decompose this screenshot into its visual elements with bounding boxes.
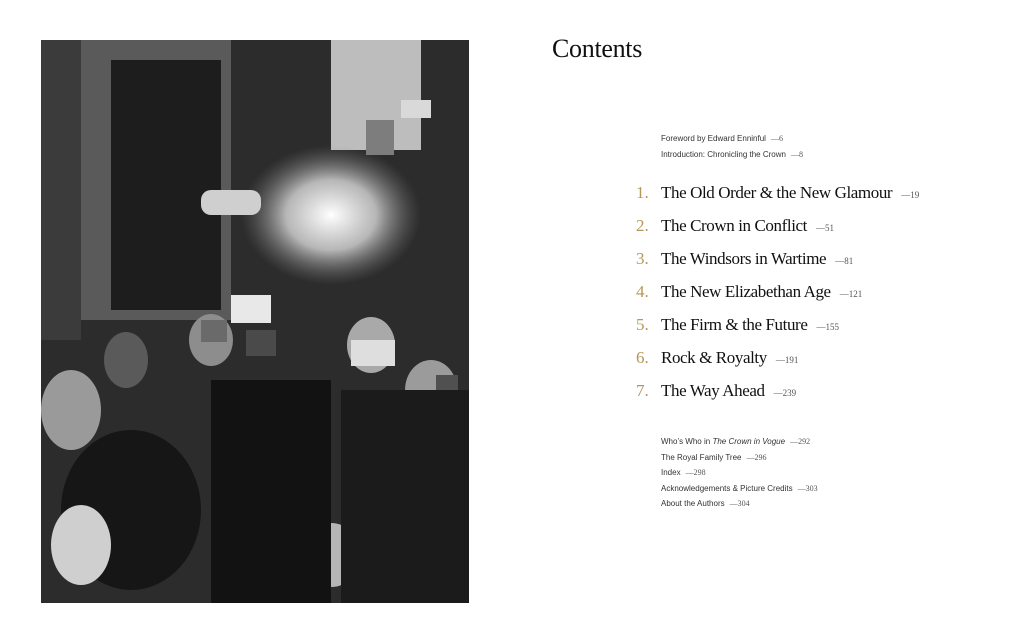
chapter-number: 6. — [636, 348, 649, 367]
chapter-item — [636, 348, 919, 381]
list-item — [661, 481, 818, 497]
back-matter-label: Acknowledgements & Picture Credits — [661, 483, 793, 493]
back-matter-label-prefix: Who’s Who in — [661, 437, 713, 446]
back-matter-page: —298 — [685, 468, 706, 477]
chapter-page: —19 — [901, 190, 920, 200]
chapter-page: —239 — [773, 388, 797, 398]
chapter-title: The Old Order & the New Glamour — [661, 183, 893, 202]
chapter-title: The Firm & the Future — [661, 315, 808, 334]
chapter-title: The New Elizabethan Age — [661, 282, 831, 301]
list-item — [661, 131, 803, 147]
back-matter-page: —296 — [746, 452, 767, 462]
chapter-item — [636, 216, 919, 249]
front-matter-page: —8 — [790, 149, 803, 159]
chapter-item — [636, 183, 919, 216]
page-title: Contents — [552, 34, 643, 63]
chapter-title: The Way Ahead — [661, 381, 765, 400]
chapter-item — [636, 249, 919, 282]
chapter-item — [636, 315, 919, 348]
press-photographers-photo — [41, 40, 469, 603]
chapter-item — [636, 282, 919, 315]
chapter-page: —51 — [816, 223, 834, 233]
back-matter-label: The Royal Family Tree — [661, 452, 742, 462]
back-matter-page: —292 — [790, 437, 811, 446]
chapter-number: 7. — [636, 381, 649, 400]
front-matter-list — [661, 131, 803, 162]
list-item — [661, 450, 818, 466]
back-matter-page: —304 — [729, 499, 750, 508]
chapter-page: —155 — [816, 322, 839, 332]
chapter-page: —81 — [835, 256, 854, 266]
list-item — [661, 434, 818, 450]
chapter-number: 1. — [636, 183, 649, 202]
front-matter-page: —6 — [770, 134, 783, 143]
chapter-title: The Crown in Conflict — [661, 216, 807, 235]
chapter-page: —191 — [775, 355, 799, 365]
back-matter-list — [661, 434, 818, 512]
back-matter-label: Index — [661, 468, 681, 477]
chapter-number: 3. — [636, 249, 649, 268]
chapter-item — [636, 381, 919, 414]
list-item — [661, 147, 803, 163]
back-matter-page: —303 — [797, 483, 818, 493]
photo-illustration — [41, 40, 469, 603]
back-matter-label: About the Authors — [661, 499, 725, 508]
chapter-title: The Windsors in Wartime — [661, 249, 827, 268]
chapter-page: —121 — [839, 289, 863, 299]
chapter-number: 5. — [636, 315, 649, 334]
chapter-list — [636, 183, 919, 414]
chapter-number: 4. — [636, 282, 649, 301]
front-matter-label: Introduction: Chronicling the Crown — [661, 149, 786, 159]
list-item — [661, 465, 818, 481]
front-matter-label: Foreword by Edward Enninful — [661, 134, 766, 143]
list-item — [661, 496, 818, 512]
chapter-number: 2. — [636, 216, 649, 235]
chapter-title: Rock & Royalty — [661, 348, 767, 367]
back-matter-label-italic: The Crown in Vogue — [712, 437, 786, 446]
